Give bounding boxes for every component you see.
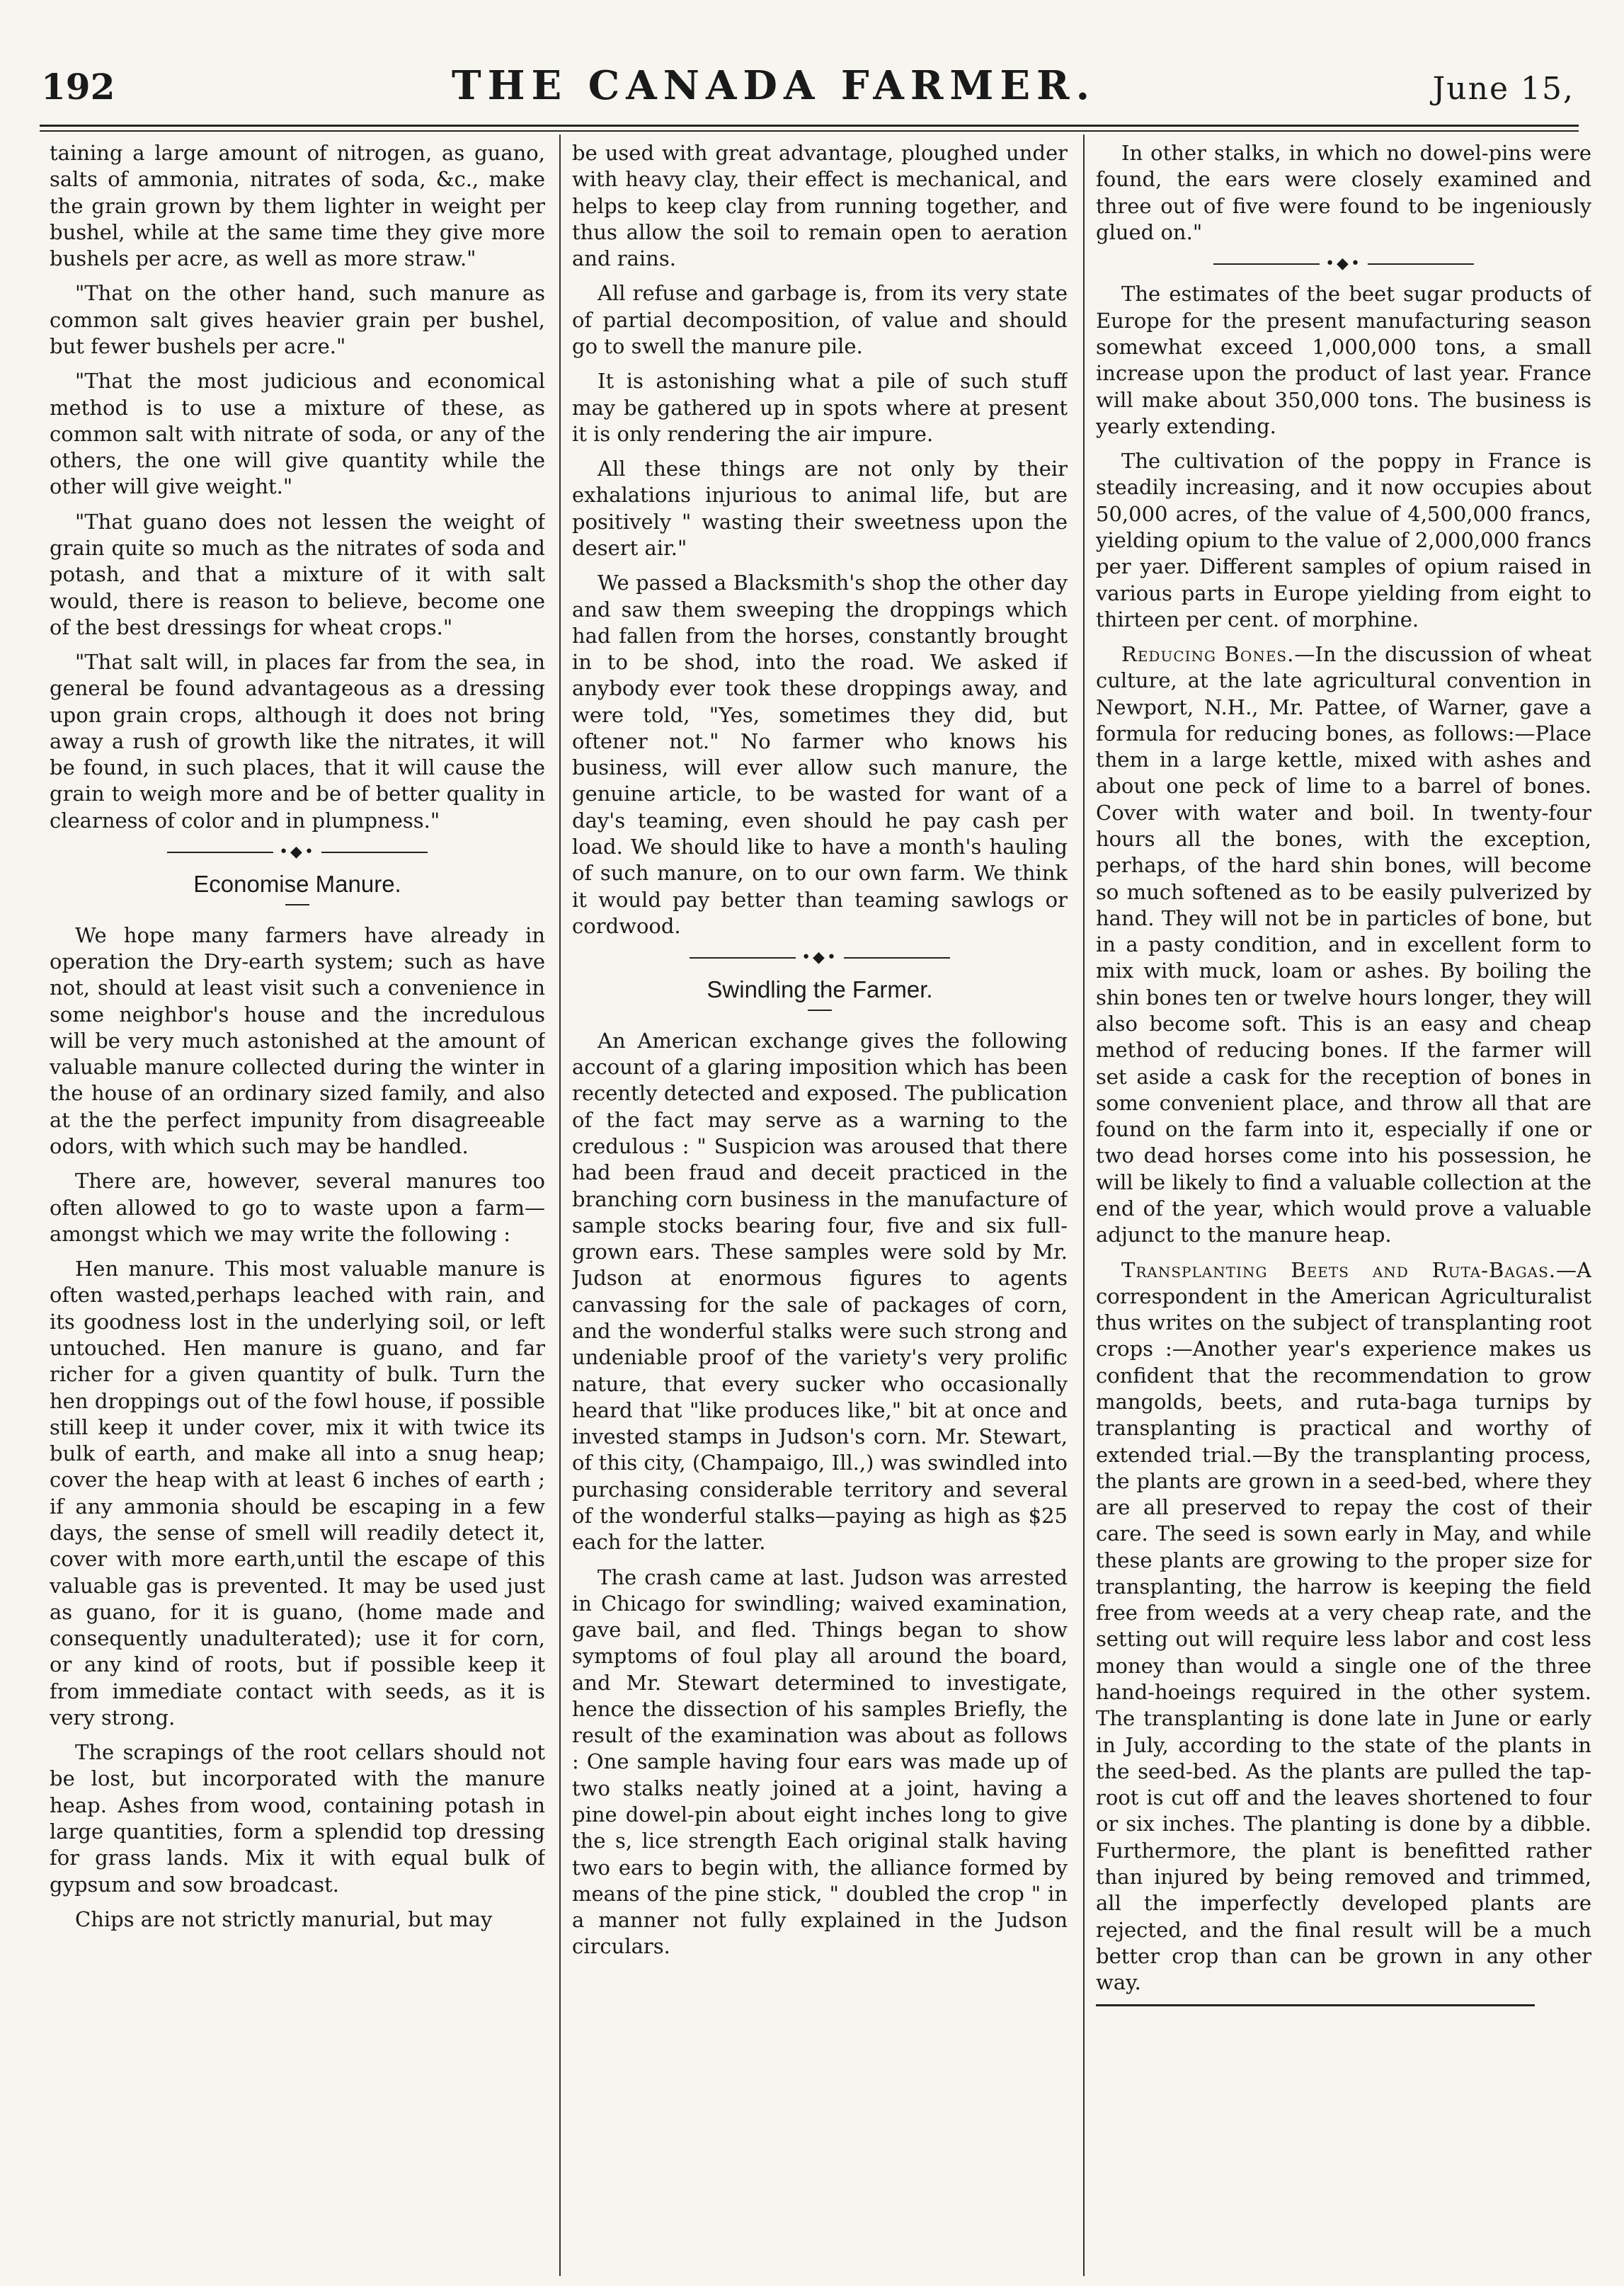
paragraph-body: —A correspondent in the American Agriculturalist thus writes on the subject of transplanting root crops :—Another year's experience makes us confident that the recommendation to grow mangolds, beets, and ruta-baga turnips by transplanting is practical and worthy of extended trial.—By the transplanting process, the plants are grown in a seed-bed, where they are all preserved to repay the cost of their care. The seed is sown early in May, and while these plants are growing to the proper size for transplanting, the harrow is keeping the field free from weeds at a very cheap rate, and the setting out will require less labor and cost less money than would a single one of the three hand-hoeings required in the other system. The transplanting is done late in June or early in July, according to the state of the plants in the seed-bed. As the plants are pulled the tap-root is cut off and the leaves shortened to four or six inches. The planting is done by a dibble. Furthermore, the plant is benefitted rather than injured by being removed and trimmed, all the imperfectly developed plants are rejected, and the final result will be a much better crop than can be grown in any other way.	[1096, 1257, 1591, 1995]
paragraph: The scrapings of the root cellars should not be lost, but incorporated with the manure heap. Ashes from wood, containing potash in large quantities, form a splendid top dressing for grass lands. Mix it with equal bulk of gypsum and sow broadcast.	[50, 1740, 545, 1897]
paragraph	[1096, 641, 1591, 1248]
article-heading: Swindling the Farmer.	[707, 976, 933, 1003]
paragraph: All these things are not only by their exhalations injurious to animal life, but are positively " wasting their sweetness upon the desert air."	[572, 457, 1068, 560]
paragraph: Hen manure. This most valuable manure is often wasted,perhaps leached with rain, and its goodness lost in the underlying soil, or left untouched. Hen manure is guano, and far richer for a given quantity of bulk. Turn the hen droppings out of the fowl house, if possible still keep it under cover, mix it with twice its bulk of earth, and make all into a snug heap; cover the heap with at least 6 inches of earth ; if any ammonia should be escaping in a few days, the sense of smell will readily detect it, cover with more earth,until the escape of this valuable gas is prevented. It may be used just as guano, for it is guano, (home made and consequently unadulterated); use it for corn, or any kind of roots, but if possible keep it from immediate contact with seeds, as it is very strong.	[50, 1257, 545, 1730]
masthead-title: THE CANADA FARMER.	[451, 62, 1097, 109]
paragraph: taining a large amount of nitrogen, as guano, salts of ammonia, nitrates of soda, &c., make the grain grown by them lighter in weight per bushel, while at the same time they give more bushels per acre, as well as more straw."	[50, 141, 545, 271]
paragraph: It is astonishing what a pile of such stuff may be gathered up in spots where at present it is only rendering the air impure.	[572, 369, 1068, 446]
paragraph: The estimates of the beet sugar products of Europe for the present manufacturing season somewhat exceed 1,000,000 tons, a small increase upon the product of last year. France will make about 350,000 tons. The business is yearly extending.	[1096, 282, 1591, 438]
paragraph: There are, however, several manures too often allowed to go to waste upon a farm—amongst which we may write the following :	[50, 1169, 545, 1246]
paragraph	[1096, 1257, 1591, 1996]
article-heading: Economise Manure.	[193, 871, 401, 898]
column-divider	[1083, 135, 1085, 2276]
paragraph: "That the most judicious and economical method is to use a mixture of these, as common salt with nitrate of soda, or any of the others, the one will give quantity while the other will give weight."	[50, 369, 545, 499]
paragraph: "That salt will, in places far from the sea, in general be found advantageous as a dressing upon grain crops, although it does not bring away a rush of growth like the nitrates, it will be found, in such places, that it will cause the grain to weigh more and be of better quality in clearness of color and in plumpness."	[50, 650, 545, 833]
paragraph: An American exchange gives the following account of a glaring imposition which has been recently detected and exposed. The publication of the fact may serve as a warning to the credulous : " Suspicion was aroused that there had been fraud and deceit practiced in the branching corn business in the manufacture of sample stocks bearing four, five and six full-grown ears. These samples were sold by Mr. Judson at enormous figures to agents canvassing for the sale of packages of corn, and the wonderful stalks were such strong and undeniable proof of the variety's very prolific nature, that every sucker who occasionally heard that "like produces like," bit at once and invested stamps in Judson's corn. Mr. Stewart, of this city, (Champaigo, Ill.,) was swindled into purchasing considerable territory and several of the wonderful stalks—paying as high as $25 each for the latter.	[572, 1028, 1068, 1555]
page-number: 192	[41, 66, 115, 108]
heading-dash	[285, 904, 309, 905]
paragraph: be used with great advantage, ploughed under with heavy clay, their effect is mechanical, and helps to keep clay from running together, and thus allow the soil to remain open to aeration and rains.	[572, 141, 1068, 271]
column-end-rule	[1096, 2004, 1535, 2006]
paragraph-lead: Reducing Bones.	[1121, 642, 1295, 667]
paragraph: We hope many farmers have already in operation the Dry-earth system; such as have not, should at least visit such a convenience in some neighbor's house and the incredulous will be very much astonished at the amount of valuable manure collected during the winter in the house of an ordinary sized family, and also at the the perfect impunity from disagreeable odors, with which such may be handled.	[50, 922, 545, 1158]
paragraph: We passed a Blacksmith's shop the other day and saw them sweeping the droppings which had fallen from the horses, constantly brought in to be shod, into the road. We asked if anybody ever took these droppings away, and were told, "Yes, sometimes they did, but oftener not." No farmer who knows his business, will ever allow such manure, the genuine article, to be wasted for want of a day's teaming, even should he pay cash per load. We should like to have a month's hauling of such manure, on to our own farm. We think it would pay better than teaming sawlogs or cordwood.	[572, 571, 1068, 938]
paragraph: Chips are not strictly manurial, but may	[75, 1907, 493, 1931]
header-rule	[40, 125, 1579, 127]
paragraph-lead: Transplanting Beets and Ruta-Bagas.	[1121, 1257, 1557, 1282]
paragraph: "That on the other hand, such manure as common salt gives heavier grain per bushel, but fewer bushels per acre."	[50, 281, 545, 358]
issue-date: June 15,	[1432, 71, 1574, 107]
paragraph: All refuse and garbage is, from its very state of partial decomposition, of value and should go to swell the manure pile.	[572, 281, 1068, 358]
section-ornament: •◆•	[1096, 254, 1591, 274]
section-ornament: •◆•	[572, 948, 1068, 968]
column-2	[572, 140, 1068, 2271]
header-rule-thin	[40, 130, 1579, 132]
heading-dash	[808, 1010, 832, 1011]
column-1	[50, 140, 545, 2271]
column-3	[1096, 140, 1591, 2271]
section-ornament: •◆•	[50, 842, 545, 862]
paragraph: "That guano does not lessen the weight of grain quite so much as the nitrates of soda and potash, and that a mixture of it with salt would, there is reason to believe, become one of the best dressings for wheat crops."	[50, 509, 545, 639]
paragraph: In other stalks, in which no dowel-pins were found, the ears were closely examined and three out of five were found to be ingeniously glued on."	[1096, 141, 1591, 244]
column-divider	[559, 135, 561, 2276]
page-header	[41, 62, 1574, 119]
paragraph-body: —In the discussion of wheat culture, at the late agricultural convention in Newport, N.H., Mr. Pattee, of Warner, gave a formula for reducing bones, as follows:—Place them in a large kettle, mixed with ashes and about one peck of lime to a barrel of bones. Cover with water and boil. In twenty-four hours all the bones, with the exception, perhaps, of the hard shin bones, will become so much softened as to be easily pulverized by hand. They will not be in particles of bone, but in a pasty condition, and in excellent form to mix with muck, loam or ashes. By boiling the shin bones ten or twelve hours longer, they will also become soft. This is an easy and cheap method of reducing bones. If the farmer will set aside a cask for the reception of bones in some convenient place, and throw all that are found on the farm into it, especially if one or two dead horses come into his possession, he will be likely to find a valuable collection at the end of the year, which would prove a valuable adjunct to the manure heap.	[1096, 642, 1591, 1247]
paragraph: The cultivation of the poppy in France is steadily increasing, and it now occupies about 50,000 acres, of the value of 4,500,000 francs, yielding opium to the value of 2,000,000 francs per yaer. Different samples of opium raised in various parts in Europe yielding from eight to thirteen per cent. of morphine.	[1096, 449, 1591, 631]
paragraph: The crash came at last. Judson was arrested in Chicago for swindling; waived examination, gave bail, and fled. Things began to show symptoms of foul play all around the board, and Mr. Stewart determined to investigate, hence the dissection of his samples Briefly, the result of the examination was about as follows : One sample having four ears was made up of two stalks neatly joined at a joint, having a pine dowel-pin about eight inches long to give the s, lice strength Each original stalk having two ears to begin with, the alliance formed by means of the pine stick, " doubled the crop " in a manner not fully explained in the Judson circulars.	[572, 1565, 1068, 1959]
